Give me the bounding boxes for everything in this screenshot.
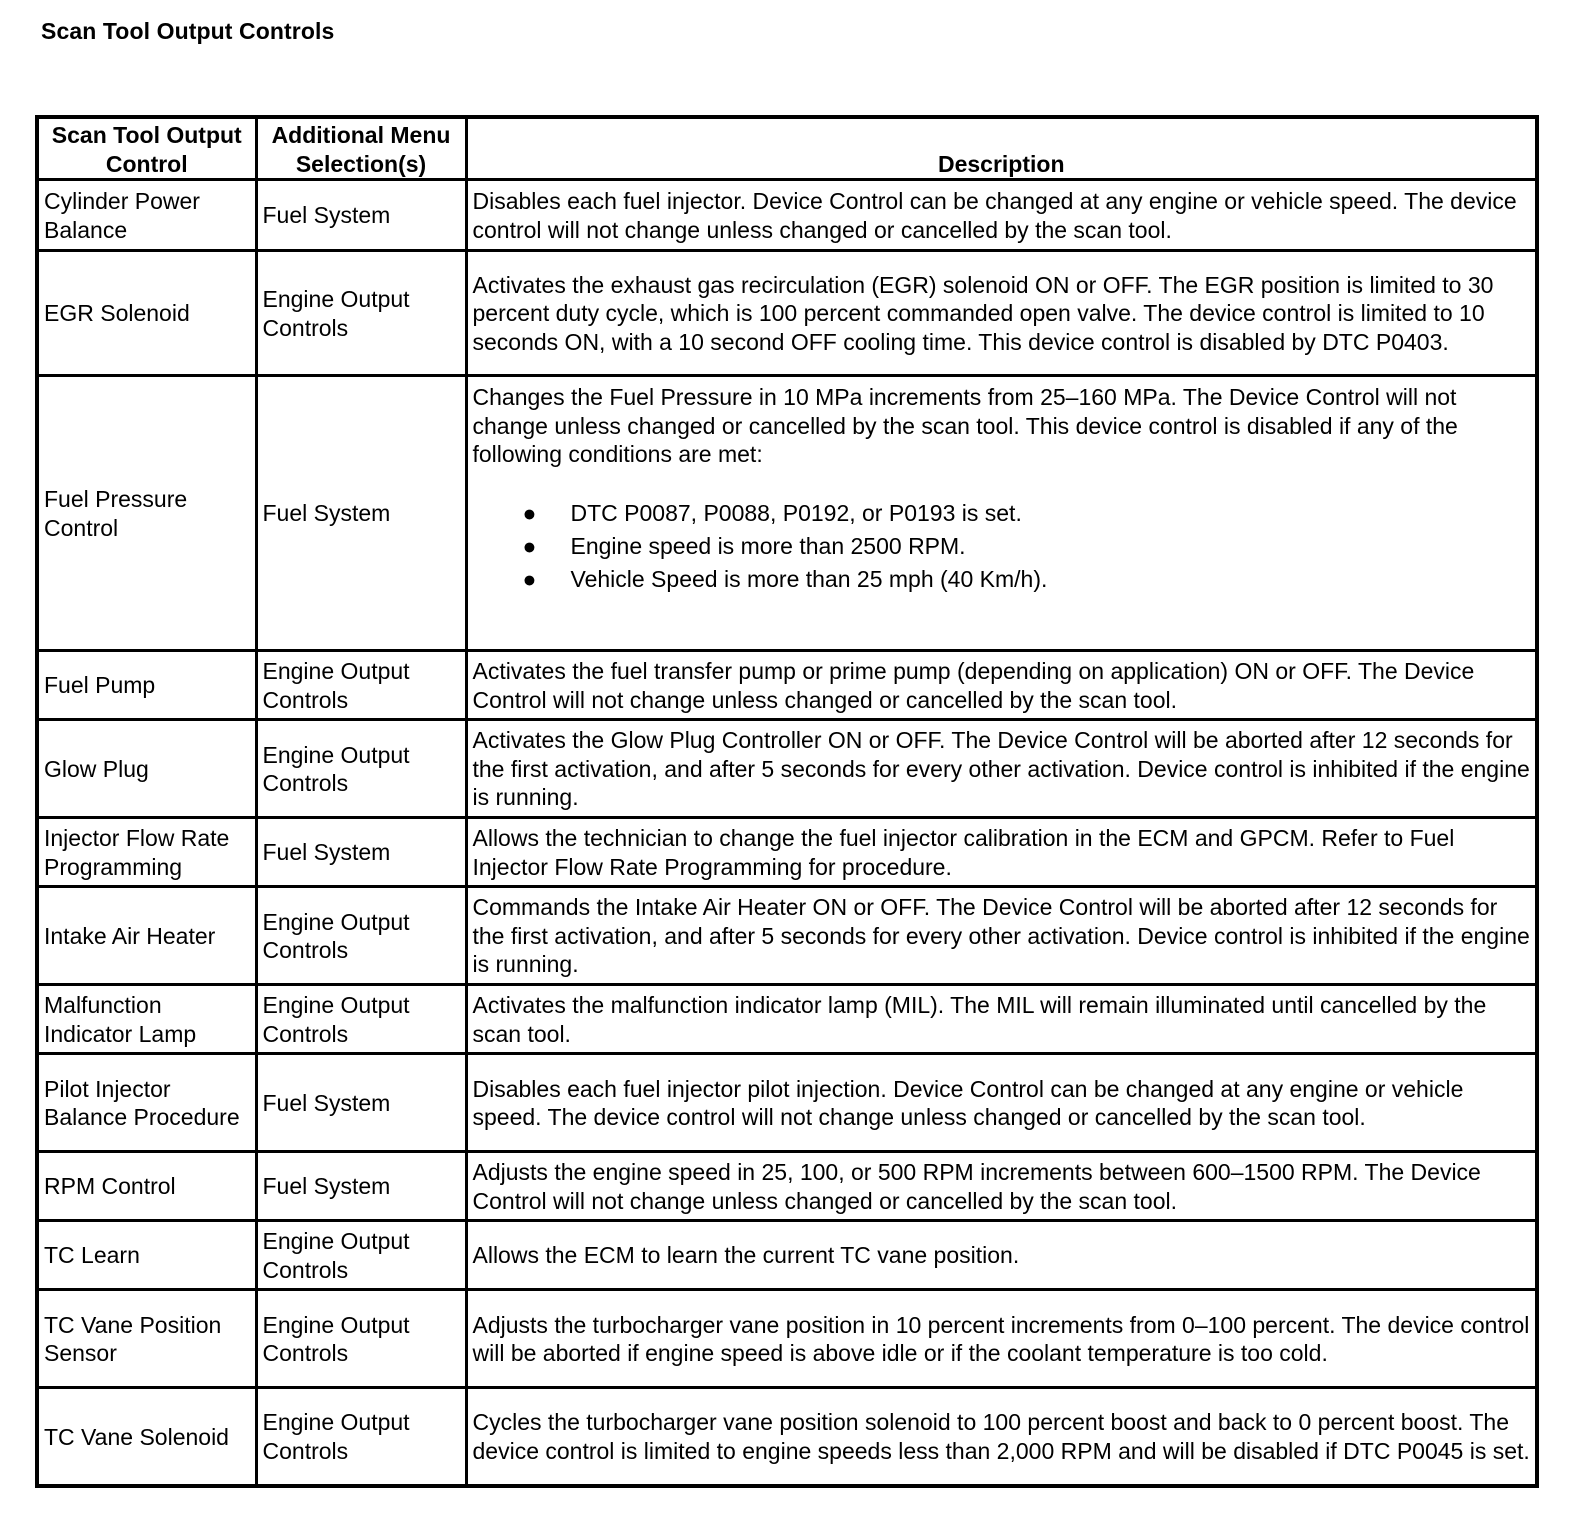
table-row bbox=[37, 376, 1537, 651]
description-text: Changes the Fuel Pressure in 10 MPa increments from 25–160 MPa. The Device Control will not change unless changed or cancelled by the scan tool. This device control is disabled if any of the following conditions are met: bbox=[472, 384, 1458, 467]
cell-menu: Engine Output Controls bbox=[256, 251, 466, 376]
cell-description: Disables each fuel injector pilot injection. Device Control can be changed at any engine or vehicle speed. The device control will not change unless changed or cancelled by the scan tool. bbox=[466, 1054, 1537, 1152]
output-controls-table bbox=[35, 115, 1539, 1488]
table-row bbox=[37, 1290, 1537, 1388]
bullet-icon: ● bbox=[522, 499, 537, 526]
list-item-text: DTC P0087, P0088, P0192, or P0193 is set. bbox=[570, 499, 1022, 526]
cell-menu: Fuel System bbox=[256, 818, 466, 887]
cell-description: Activates the exhaust gas recirculation (EGR) solenoid ON or OFF. The EGR position is limited to 30 percent duty cycle, which is 100 percent commanded open valve. The device control is limited to 10 seconds ON, with a 10 second OFF cooling time. This device control is disabled by DTC P0403. bbox=[466, 251, 1537, 376]
cell-menu: Fuel System bbox=[256, 1152, 466, 1221]
cell-description: Disables each fuel injector. Device Control can be changed at any engine or vehicle speed. The device control will not change unless changed or cancelled by the scan tool. bbox=[466, 180, 1537, 251]
cell-control: Pilot Injector Balance Procedure bbox=[37, 1054, 256, 1152]
cell-control: RPM Control bbox=[37, 1152, 256, 1221]
table-header-row bbox=[37, 117, 1537, 180]
list-item-text: Engine speed is more than 2500 RPM. bbox=[570, 532, 966, 559]
column-header-control: Scan Tool Output Control bbox=[37, 117, 256, 180]
table-row bbox=[37, 720, 1537, 818]
cell-control: Cylinder Power Balance bbox=[37, 180, 256, 251]
cell-control: TC Vane Position Sensor bbox=[37, 1290, 256, 1388]
column-header-description: Description bbox=[466, 117, 1537, 180]
cell-menu: Fuel System bbox=[256, 1054, 466, 1152]
cell-description: Activates the Glow Plug Controller ON or OFF. The Device Control will be aborted after 12 seconds for the first activation, and after 5 seconds for every other activation. Device control is inhibited if the engine is running. bbox=[466, 720, 1537, 818]
cell-menu: Engine Output Controls bbox=[256, 985, 466, 1054]
cell-menu: Engine Output Controls bbox=[256, 1221, 466, 1290]
cell-description: Cycles the turbocharger vane position solenoid to 100 percent boost and back to 0 percent boost. The device control is limited to engine speeds less than 2,000 RPM and will be disabled if DTC P0045 is set. bbox=[466, 1388, 1537, 1486]
table-row bbox=[37, 985, 1537, 1054]
cell-description: Activates the fuel transfer pump or prime pump (depending on application) ON or OFF. The Device Control will not change unless changed or cancelled by the scan tool. bbox=[466, 651, 1537, 720]
list-item bbox=[473, 563, 1531, 596]
cell-menu: Engine Output Controls bbox=[256, 1388, 466, 1486]
table-row bbox=[37, 251, 1537, 376]
cell-description: Activates the malfunction indicator lamp (MIL). The MIL will remain illuminated until cancelled by the scan tool. bbox=[466, 985, 1537, 1054]
table-row bbox=[37, 1388, 1537, 1486]
cell-control: Glow Plug bbox=[37, 720, 256, 818]
cell-menu: Engine Output Controls bbox=[256, 651, 466, 720]
table-row bbox=[37, 1221, 1537, 1290]
table-row bbox=[37, 651, 1537, 720]
table-row bbox=[37, 1054, 1537, 1152]
cell-menu: Engine Output Controls bbox=[256, 1290, 466, 1388]
page-title: Scan Tool Output Controls bbox=[41, 18, 335, 44]
cell-control: Intake Air Heater bbox=[37, 887, 256, 985]
cell-control: TC Learn bbox=[37, 1221, 256, 1290]
conditions-list bbox=[473, 497, 1531, 596]
cell-control: Malfunction Indicator Lamp bbox=[37, 985, 256, 1054]
bullet-icon: ● bbox=[522, 565, 537, 592]
cell-menu: Fuel System bbox=[256, 180, 466, 251]
table-row bbox=[37, 1152, 1537, 1221]
cell-menu: Fuel System bbox=[256, 376, 466, 651]
cell-description bbox=[466, 376, 1537, 651]
cell-control: EGR Solenoid bbox=[37, 251, 256, 376]
table-row bbox=[37, 180, 1537, 251]
cell-description: Adjusts the turbocharger vane position in 10 percent increments from 0–100 percent. The device control will be aborted if engine speed is above idle or if the coolant temperature is too cold. bbox=[466, 1290, 1537, 1388]
list-item-text: Vehicle Speed is more than 25 mph (40 Km/h). bbox=[570, 565, 1048, 592]
cell-control: Fuel Pressure Control bbox=[37, 376, 256, 651]
list-item bbox=[473, 530, 1531, 563]
cell-description: Allows the ECM to learn the current TC vane position. bbox=[466, 1221, 1537, 1290]
cell-control: Injector Flow Rate Programming bbox=[37, 818, 256, 887]
list-item bbox=[473, 497, 1531, 530]
cell-control: TC Vane Solenoid bbox=[37, 1388, 256, 1486]
column-header-menu: Additional Menu Selection(s) bbox=[256, 117, 466, 180]
cell-menu: Engine Output Controls bbox=[256, 887, 466, 985]
table-row bbox=[37, 887, 1537, 985]
cell-menu: Engine Output Controls bbox=[256, 720, 466, 818]
cell-control: Fuel Pump bbox=[37, 651, 256, 720]
cell-description: Allows the technician to change the fuel injector calibration in the ECM and GPCM. Refer to Fuel Injector Flow Rate Programming for procedure. bbox=[466, 818, 1537, 887]
bullet-icon: ● bbox=[522, 532, 537, 559]
cell-description: Adjusts the engine speed in 25, 100, or 500 RPM increments between 600–1500 RPM. The Device Control will not change unless changed or cancelled by the scan tool. bbox=[466, 1152, 1537, 1221]
cell-description: Commands the Intake Air Heater ON or OFF. The Device Control will be aborted after 12 seconds for the first activation, and after 5 seconds for every other activation. Device control is inhibited if the engine is running. bbox=[466, 887, 1537, 985]
table-row bbox=[37, 818, 1537, 887]
